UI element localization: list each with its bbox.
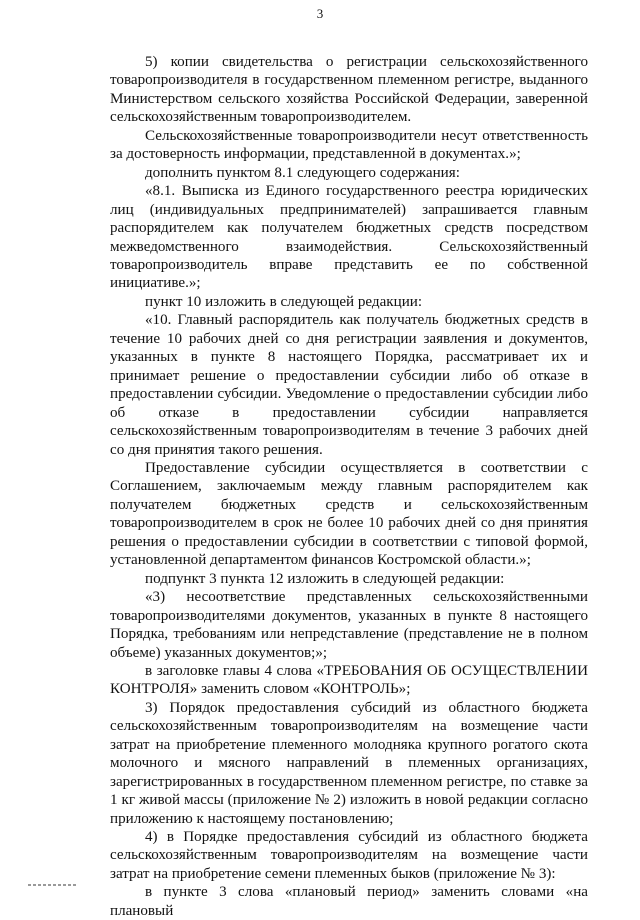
paragraph-responsibility: Сельскохозяйственные товаропроизводители несут ответственность за достоверность информации, представленной в документах.»; [110, 127, 588, 163]
page-number: 3 [316, 6, 324, 21]
scan-mark [28, 884, 76, 886]
paragraph-point-3-planned-period: в пункте 3 слова «плановый период» заменить словами «на плановый [110, 884, 588, 919]
paragraph-chapter-4-title: в заголовке главы 4 слова «ТРЕБОВАНИЯ ОБ ОСУЩЕСТВЛЕНИИ КОНТРОЛЯ» заменить словом «КОНТРОЛЬ»; [110, 662, 588, 698]
paragraph-point-10-text: «10. Главный распорядитель как получатель бюджетных средств в течение 10 рабочих дней со дня регистрации заявления и документов, указанных в пункте 8 настоящего Порядка, рассматривает их и принимает решение о предоставлении субсидии либо об отказе в предоставлении субсидии. Уведомление о предоставлении субсидии либо об отказе в предоставлении субсидии направляется сельскохозяйственным товаропроизводителям в течение 3 рабочих дней со дня принятия такого решения. [110, 312, 588, 458]
document-body [110, 53, 588, 920]
paragraph-subpoint-3-text: «3) несоответствие представленных сельскохозяйственными товаропроизводителями документов, указанных в пункте 8 настоящего Порядка, требованиям или непредставление (представление не в полном объеме) указанных документов;»; [110, 589, 588, 661]
paragraph-point-10-intro: пункт 10 изложить в следующей редакции: [145, 293, 423, 310]
paragraph-subpoint-3-intro: подпункт 3 пункта 12 изложить в следующей редакции: [145, 570, 505, 587]
paragraph-add-point-8-1: дополнить пунктом 8.1 следующего содержания: [145, 164, 460, 181]
paragraph-item-4-procedure: 4) в Порядке предоставления субсидий из областного бюджета сельскохозяйственным товаропроизводителям на возмещение части затрат на приобретение семени племенных быков (приложение № 3): [110, 829, 588, 882]
paragraph-point-8-1-text: «8.1. Выписка из Единого государственного реестра юридических лиц (индивидуальных предпринимателей) запрашивается главным распорядителем как получателем бюджетных средств посредством межведомственного взаимодействия. Сельскохозяйственный товаропроизводитель вправе представить ее по собственной инициативе.»; [110, 183, 588, 292]
paragraph-item-5-copies: 5) копии свидетельства о регистрации сельскохозяйственного товаропроизводителя в государственном племенном регистре, выданного Министерством сельского хозяйства Российской Федерации, заверенной сельскохозяйственным товаропроизводителем. [110, 54, 588, 126]
paragraph-item-3-procedure: 3) Порядок предоставления субсидий из областного бюджета сельскохозяйственным товаропроизводителям на возмещение части затрат на приобретение племенного молодняка крупного рогатого скота молочного и мясного направлений в племенных организациях, зарегистрированных в государственном племенном регистре, по ставке за 1 кг живой массы (приложение № 2) изложить в новой редакции согласно приложению к настоящему постановлению; [110, 699, 588, 827]
paragraph-subsidy-agreement: Предоставление субсидии осуществляется в соответствии с Соглашением, заключаемым между главным распорядителем как получателем бюджетных средств и сельскохозяйственным товаропроизводителем в срок не более 10 рабочих дней со дня принятия решения о предоставлении субсидии в соответствии с типовой формой, установленной департаментом финансов Костромской области.»; [110, 459, 588, 569]
